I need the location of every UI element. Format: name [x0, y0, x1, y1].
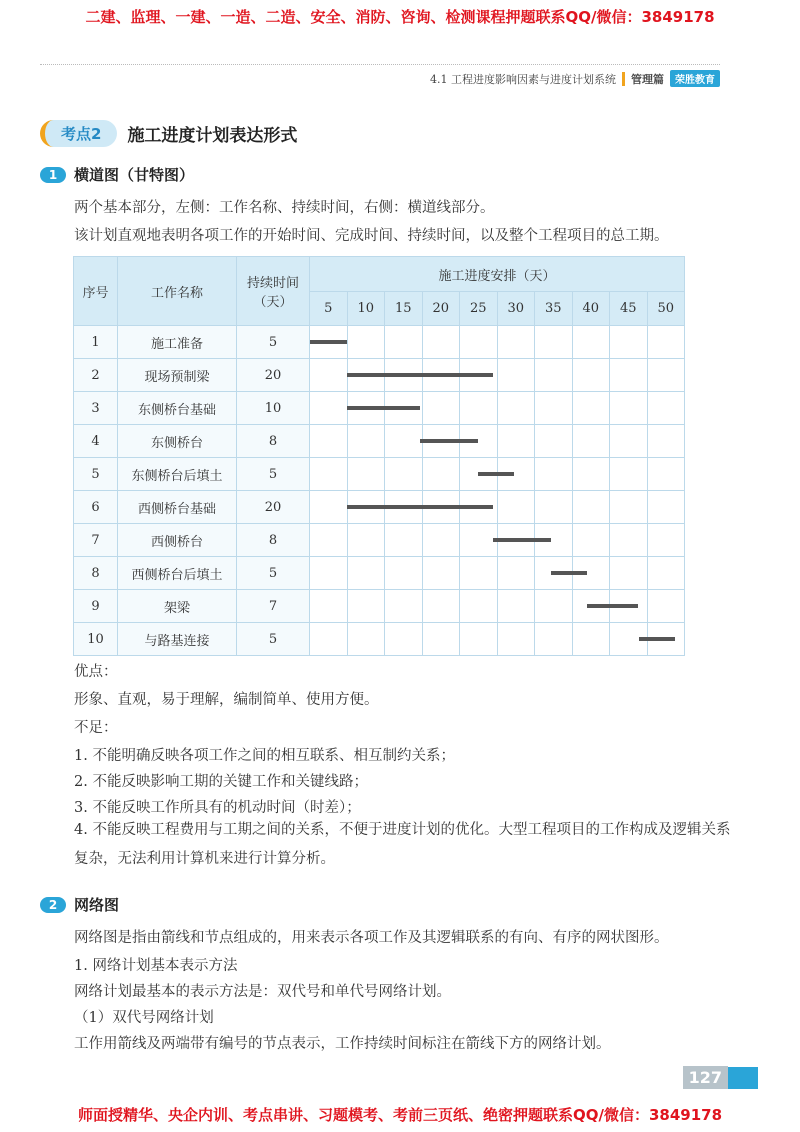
table-row	[74, 359, 685, 392]
publisher-logo: 荣胜教育	[670, 70, 720, 87]
day-cell	[535, 491, 573, 524]
day-cell	[385, 557, 423, 590]
day-cell	[460, 557, 498, 590]
row-no: 9	[74, 590, 118, 623]
day-cell	[460, 359, 498, 392]
cons-item: 2. 不能反映影响工期的关键工作和关键线路；	[74, 774, 368, 790]
day-cell	[535, 359, 573, 392]
row-name: 架梁	[118, 590, 237, 623]
day-cell	[535, 590, 573, 623]
day-cell	[572, 392, 610, 425]
kaodian-heading	[40, 120, 297, 147]
day-cell	[422, 359, 460, 392]
table-row	[74, 491, 685, 524]
kaodian-title: 施工进度计划表达形式	[127, 126, 298, 146]
day-cell	[385, 425, 423, 458]
day-cell	[460, 392, 498, 425]
day-tick: 50	[647, 292, 685, 326]
table-row	[74, 326, 685, 359]
row-duration: 5	[237, 458, 310, 491]
section-1-heading	[40, 164, 194, 185]
row-name: 西侧桥台后填土	[118, 557, 237, 590]
row-duration: 5	[237, 557, 310, 590]
pros-text: 形象、直观，易于理解，编制简单、使用方便。	[74, 692, 379, 708]
header-part: 管理篇	[631, 72, 664, 86]
table-row	[74, 590, 685, 623]
page-number-tab	[683, 1066, 758, 1089]
day-cell	[647, 359, 685, 392]
day-cell	[647, 590, 685, 623]
gantt-table	[73, 256, 685, 656]
header-separator	[622, 72, 625, 86]
day-cell	[422, 557, 460, 590]
day-cell	[385, 392, 423, 425]
paragraph: （1）双代号网络计划	[74, 1010, 214, 1026]
row-no: 3	[74, 392, 118, 425]
day-cell	[460, 326, 498, 359]
row-duration: 5	[237, 623, 310, 656]
day-tick: 15	[385, 292, 423, 326]
day-cell	[422, 623, 460, 656]
cons-item: 3. 不能反映工作所具有的机动时间（时差）；	[74, 800, 361, 816]
row-duration: 20	[237, 359, 310, 392]
day-cell	[385, 623, 423, 656]
day-cell	[497, 491, 535, 524]
day-cell	[422, 491, 460, 524]
day-cell	[460, 425, 498, 458]
page-number: 127	[683, 1066, 728, 1089]
section-2-heading	[40, 894, 119, 915]
day-cell	[347, 392, 385, 425]
row-no: 6	[74, 491, 118, 524]
day-cell	[385, 458, 423, 491]
table-row	[74, 392, 685, 425]
paragraph: 该计划直观地表明各项工作的开始时间、完成时间、持续时间，以及整个工程项目的总工期。	[74, 228, 669, 244]
day-cell	[497, 425, 535, 458]
day-cell	[610, 623, 648, 656]
day-cell	[422, 392, 460, 425]
day-cell	[497, 359, 535, 392]
day-tick: 30	[497, 292, 535, 326]
day-cell	[347, 359, 385, 392]
day-tick: 40	[572, 292, 610, 326]
day-cell	[647, 326, 685, 359]
row-name: 现场预制梁	[118, 359, 237, 392]
row-no: 4	[74, 425, 118, 458]
day-cell	[347, 524, 385, 557]
day-cell	[572, 557, 610, 590]
row-duration: 7	[237, 590, 310, 623]
day-cell	[647, 392, 685, 425]
table-row	[74, 557, 685, 590]
paragraph: 两个基本部分，左侧：工作名称、持续时间，右侧：横道线部分。	[74, 200, 495, 216]
day-cell	[647, 425, 685, 458]
row-name: 东侧桥台基础	[118, 392, 237, 425]
row-duration: 8	[237, 524, 310, 557]
header-divider	[40, 64, 720, 65]
day-cell	[422, 524, 460, 557]
day-cell	[422, 425, 460, 458]
day-cell	[535, 623, 573, 656]
day-cell	[647, 623, 685, 656]
day-cell	[347, 425, 385, 458]
day-cell	[422, 326, 460, 359]
day-cell	[535, 425, 573, 458]
section-number: 1	[40, 167, 66, 183]
section-number: 2	[40, 897, 66, 913]
day-cell	[610, 491, 648, 524]
day-cell	[647, 491, 685, 524]
day-cell	[310, 392, 348, 425]
row-name: 西侧桥台基础	[118, 491, 237, 524]
row-duration: 20	[237, 491, 310, 524]
day-cell	[347, 491, 385, 524]
day-cell	[572, 359, 610, 392]
top-ad-banner: 二建、监理、一建、一造、二造、安全、消防、咨询、检测课程押题联系QQ/微信：3849178	[85, 8, 715, 26]
day-cell	[385, 359, 423, 392]
paragraph: 工作用箭线及两端带有编号的节点表示，工作持续时间标注在箭线下方的网络计划。	[74, 1036, 611, 1052]
day-cell	[347, 590, 385, 623]
header-no: 序号	[74, 257, 118, 326]
header-schedule: 施工进度安排（天）	[310, 257, 685, 292]
day-cell	[385, 326, 423, 359]
day-tick: 5	[310, 292, 348, 326]
day-tick: 10	[347, 292, 385, 326]
running-header	[430, 70, 720, 87]
day-cell	[460, 458, 498, 491]
table-row	[74, 623, 685, 656]
row-name: 与路基连接	[118, 623, 237, 656]
day-cell	[497, 623, 535, 656]
day-cell	[610, 590, 648, 623]
gantt-bar	[310, 340, 347, 344]
row-name: 东侧桥台后填土	[118, 458, 237, 491]
day-cell	[572, 491, 610, 524]
day-cell	[572, 458, 610, 491]
kaodian-badge: 考点2	[40, 120, 117, 147]
cons-item: 1. 不能明确反映各项工作之间的相互联系、相互制约关系；	[74, 748, 455, 764]
day-cell	[497, 458, 535, 491]
row-name: 施工准备	[118, 326, 237, 359]
day-cell	[310, 524, 348, 557]
day-tick: 25	[460, 292, 498, 326]
day-cell	[572, 425, 610, 458]
table-row	[74, 524, 685, 557]
day-cell	[460, 590, 498, 623]
day-cell	[497, 590, 535, 623]
day-cell	[310, 590, 348, 623]
day-cell	[572, 590, 610, 623]
day-cell	[497, 326, 535, 359]
page-tab-accent	[728, 1067, 758, 1089]
day-cell	[422, 590, 460, 623]
day-cell	[310, 623, 348, 656]
table-row	[74, 425, 685, 458]
day-cell	[610, 557, 648, 590]
section-title: 横道图（甘特图）	[74, 166, 195, 184]
day-tick: 20	[422, 292, 460, 326]
day-tick: 45	[610, 292, 648, 326]
header-name: 工作名称	[118, 257, 237, 326]
row-duration: 10	[237, 392, 310, 425]
day-cell	[497, 392, 535, 425]
section-title: 网络图	[74, 896, 120, 914]
day-cell	[535, 326, 573, 359]
header-section: 4.1 工程进度影响因素与进度计划系统	[430, 72, 616, 86]
paragraph: 1. 网络计划基本表示方法	[74, 958, 238, 974]
day-cell	[310, 557, 348, 590]
row-name: 东侧桥台	[118, 425, 237, 458]
day-cell	[385, 590, 423, 623]
row-no: 1	[74, 326, 118, 359]
day-cell	[610, 392, 648, 425]
day-cell	[572, 623, 610, 656]
day-cell	[310, 359, 348, 392]
day-cell	[310, 326, 348, 359]
day-cell	[347, 623, 385, 656]
row-no: 2	[74, 359, 118, 392]
day-cell	[310, 458, 348, 491]
day-cell	[610, 458, 648, 491]
day-cell	[572, 326, 610, 359]
day-cell	[647, 524, 685, 557]
row-no: 10	[74, 623, 118, 656]
day-cell	[610, 524, 648, 557]
day-cell	[460, 491, 498, 524]
day-cell	[497, 557, 535, 590]
day-cell	[347, 326, 385, 359]
day-cell	[460, 524, 498, 557]
day-cell	[647, 458, 685, 491]
day-cell	[535, 392, 573, 425]
day-cell	[535, 557, 573, 590]
day-cell	[385, 524, 423, 557]
bottom-ad-banner: 师面授精华、央企内训、考点串讲、习题模考、考前三页纸、绝密押题联系QQ/微信：3849178	[77, 1106, 723, 1124]
day-cell	[310, 425, 348, 458]
day-cell	[422, 458, 460, 491]
header-duration: 持续时间（天）	[237, 257, 310, 326]
row-duration: 8	[237, 425, 310, 458]
pros-title: 优点：	[74, 664, 118, 680]
day-cell	[497, 524, 535, 557]
paragraph: 网络计划最基本的表示方法是：双代号和单代号网络计划。	[74, 984, 451, 1000]
day-cell	[460, 623, 498, 656]
table-row	[74, 458, 685, 491]
cons-item: 4. 不能反映工程费用与工期之间的关系，不便于进度计划的优化。大型工程项目的工作构成及逻辑关系复杂，无法利用计算机来进行计算分析。	[74, 822, 731, 867]
day-cell	[347, 557, 385, 590]
day-tick: 35	[535, 292, 573, 326]
day-cell	[347, 458, 385, 491]
row-no: 7	[74, 524, 118, 557]
row-name: 西侧桥台	[118, 524, 237, 557]
row-no: 5	[74, 458, 118, 491]
row-duration: 5	[237, 326, 310, 359]
day-cell	[647, 557, 685, 590]
day-cell	[535, 458, 573, 491]
cons-title: 不足：	[74, 720, 118, 736]
row-no: 8	[74, 557, 118, 590]
day-cell	[610, 425, 648, 458]
day-cell	[310, 491, 348, 524]
day-cell	[385, 491, 423, 524]
day-cell	[572, 524, 610, 557]
paragraph: 网络图是指由箭线和节点组成的，用来表示各项工作及其逻辑联系的有向、有序的网状图形。	[74, 930, 669, 946]
day-cell	[535, 524, 573, 557]
day-cell	[610, 326, 648, 359]
day-cell	[610, 359, 648, 392]
